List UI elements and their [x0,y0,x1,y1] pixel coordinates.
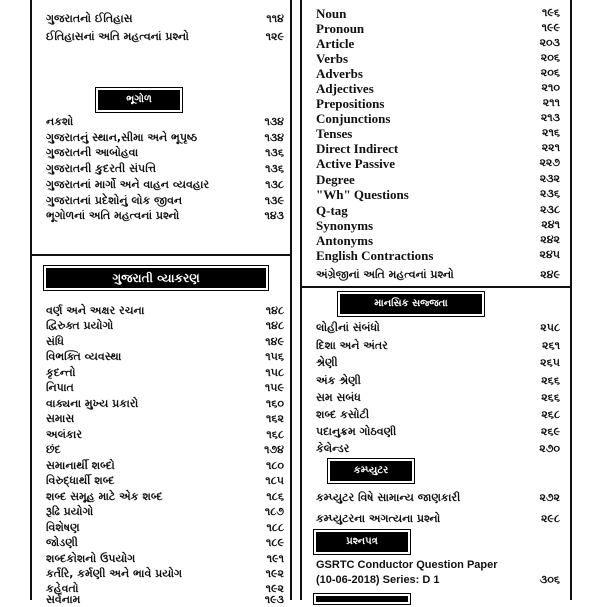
toc-title: શબ્દકોશનો ઉપયોગ [46,552,136,565]
toc-page: ૧૬૨ [265,412,284,425]
toc-title: શબ્દ સમૂહ માટે એક શબ્દ [46,490,163,503]
toc-page: ૧૫૬ [265,350,284,363]
toc-title: વાક્યના મુખ્ય પ્રકારો [46,397,139,410]
toc-page: ૧૯૨ [265,582,284,595]
toc-page: ૧૯૯ [541,21,560,34]
section-divider [30,254,292,256]
toc-page: ૨૧૦ [541,81,560,94]
toc-title: કમ્પ્યુટર વિષે સામાન્ય જાણકારી [316,491,461,504]
toc-page: ૧૬૮ [266,428,284,441]
toc-title: Pronoun [316,21,365,36]
toc-title: સંધિ [46,335,64,348]
toc-title: Degree [316,172,355,187]
toc-title: સમ સબંધ [316,391,361,404]
next-section-header [316,596,408,602]
toc-title: કહેવતો [46,582,79,595]
toc-title: Noun [316,6,347,21]
toc-title: જોડણી [46,536,78,549]
toc-title: Article [316,36,355,51]
toc-title: દિશા અને અંતર [316,339,388,352]
toc-page: ૨૩૬ [540,187,560,200]
toc-page: ૨૦૬ [540,51,560,64]
toc-page: ૨૧૧ [542,96,560,109]
toc-page: ૨૦૩ [539,36,560,49]
toc-page: ૧૯૧ [266,552,284,565]
toc-page: ૧૩૬ [265,146,284,159]
toc-page: ૧૪૮ [265,304,284,317]
toc-page: ૧૭૪ [264,443,284,456]
toc-page: ૧૮૫ [265,474,284,487]
section-divider [300,286,572,288]
toc-page: ૨૬૬ [541,374,560,387]
toc-title: કેલેન્ડર [316,442,350,455]
toc-title: Adjectives [316,81,374,96]
toc-page: ૨૬૫ [540,356,560,369]
toc-title: Active Passive [316,156,396,171]
reasoning-header: માનસિક સજ્જતા [340,294,482,314]
toc-title: વિરુદ્ધાર્થી શબ્દ [46,474,115,487]
toc-page: ૨૨૭ [539,156,560,169]
toc-page: ૧૬૦ [265,397,284,410]
toc-title: ભૂગોળનાં અતિ મહત્વનાં પ્રશ્નો [46,209,180,222]
toc-page: ૧૮૬ [266,490,284,503]
toc-title: શ્રેણી [316,356,338,369]
toc-page: ૧૩૬ [265,162,284,175]
paper-header: પ્રશ્નપત્ર [316,532,408,552]
toc-title: વર્ણ અને અક્ષર રચના [46,304,145,317]
toc-title: Direct Indirect [316,141,399,156]
toc-title: કમ્પ્યુટરના અગત્યના પ્રશ્નો [316,512,441,525]
toc-title: ઈતિહાસનાં અતિ મહત્વનાં પ્રશ્નો [46,30,189,43]
toc-page: ૧૪૮ [265,319,284,332]
toc-title: Verbs [316,51,349,66]
toc-page: ૨૭૦ [539,442,560,455]
toc-title: દ્વિરુક્ત પ્રયોગો [46,319,114,332]
toc-page: ૨૪૯ [540,268,560,281]
toc-page: ૨૨૧ [541,141,560,154]
toc-page: ૧૮૮ [266,521,284,534]
toc-title: "Wh" Questions [316,187,409,202]
toc-page: ૧૯૬ [541,6,560,19]
toc-title: Antonyms [316,233,374,248]
toc-page: ૨૯૮ [540,512,560,525]
paper-title-line1: GSRTC Conductor Question Paper [316,559,498,571]
toc-page: ૧૩૯ [264,194,284,207]
toc-page: ૨૪૧ [541,218,560,231]
toc-title: નિપાત [46,381,74,394]
toc-title: ગુજરાતનો ઈતિહાસ [46,12,133,25]
toc-page: ૨૪૨ [540,233,560,246]
toc-page: ૨૬૧ [541,339,560,352]
toc-page: ૨૬૮ [541,408,560,421]
toc-title: Synonyms [316,218,374,233]
toc-title: ગુજરાતનાં માર્ગો અને વાહન વ્યવહાર [46,178,210,191]
toc-title: ગુજરાતની કુદરતી સંપત્તિ [46,162,157,175]
toc-title: ગુજરાતનાં પ્રદેશોનું લોક જીવન [46,194,183,207]
toc-title: Adverbs [316,66,363,81]
toc-title: અંક શ્રેણી [316,374,361,387]
toc-page: ૧૮૦ [265,459,284,472]
toc-title: વિશેષણ [46,521,80,534]
paper-title-line2: (10-06-2018) Series: D 1 [316,574,440,586]
toc-page: ૧૮૯ [266,536,284,549]
toc-title: ગુજરાતની આબોહવા [46,146,139,159]
toc-page: ૨૭૨ [539,491,560,504]
toc-page: ૧૮૭ [264,505,284,518]
computer-header: કમ્પ્યુટર [330,461,412,481]
toc-title: English Contractions [316,248,434,263]
toc-page: ૧૫૮ [265,366,284,379]
toc-page: ૨૬૬ [541,391,560,404]
toc-page: ૧૯૩ [264,593,284,606]
grammar-header: ગુજરાતી વ્યાકરણ [46,268,266,288]
toc-title: વિભક્તિ વ્યવસ્થા [46,350,122,363]
toc-page: ૨૦૬ [540,66,560,79]
toc-page: ૨૬૯ [540,425,560,438]
toc-page: ૧૩૪ [264,115,284,128]
toc-title: શબ્દ કસોટી [316,408,370,421]
toc-page: ૧૩૮ [265,178,284,191]
toc-page: ૧૪૯ [265,335,284,348]
toc-title: સમાનાર્થી શબ્દો [46,459,115,472]
toc-title: Tenses [316,126,353,141]
toc-page: ૨૧૩ [540,111,560,124]
toc-page: ૧૧૪ [266,12,284,25]
toc-page: ૨૩૮ [540,203,560,216]
toc-page: ૨૧૬ [541,126,560,139]
toc-page: ૧૯૨ [265,567,284,580]
toc-title: Conjunctions [316,111,391,126]
toc-title: નકશો [46,115,74,128]
toc-title: રૂઢિ પ્રયોગો [46,505,94,518]
toc-title: કૃદન્તો [46,366,76,379]
toc-title: સર્વનામ [46,593,81,606]
toc-page: ૨૪૫ [539,248,560,261]
toc-title: Q-tag [316,203,348,218]
geography-header: ભૂગોળ [98,90,180,110]
toc-title: પદાનુક્રમ ગોઠવણી [316,425,397,438]
toc-title: ગુજરાતનું સ્થાન,સીમા અને ભૂપૃષ્ઠ [46,131,198,144]
toc-title: લોહીનાં સંબંધો [316,321,380,334]
toc-title: છંદ [46,443,61,456]
toc-title: કર્તરિ, કર્મણી અને ભાવે પ્રયોગ [46,567,183,580]
toc-title: અલંકાર [46,428,83,441]
toc-page: ૨૫૮ [540,321,560,334]
toc-page: ૨૩૨ [539,172,560,185]
toc-title: સમાસ [46,412,75,425]
toc-page: ૧૩૪ [264,131,284,144]
toc-title: Prepositions [316,96,385,111]
toc-title: અંગ્રેજીનાં અતિ મહત્વનાં પ્રશ્નો [316,268,454,281]
toc-page: ૩૦૬ [539,573,560,586]
toc-page: ૧૪૩ [264,209,284,222]
toc-page: ૧૨૯ [265,30,284,43]
toc-page: ૧૫૯ [264,381,284,394]
